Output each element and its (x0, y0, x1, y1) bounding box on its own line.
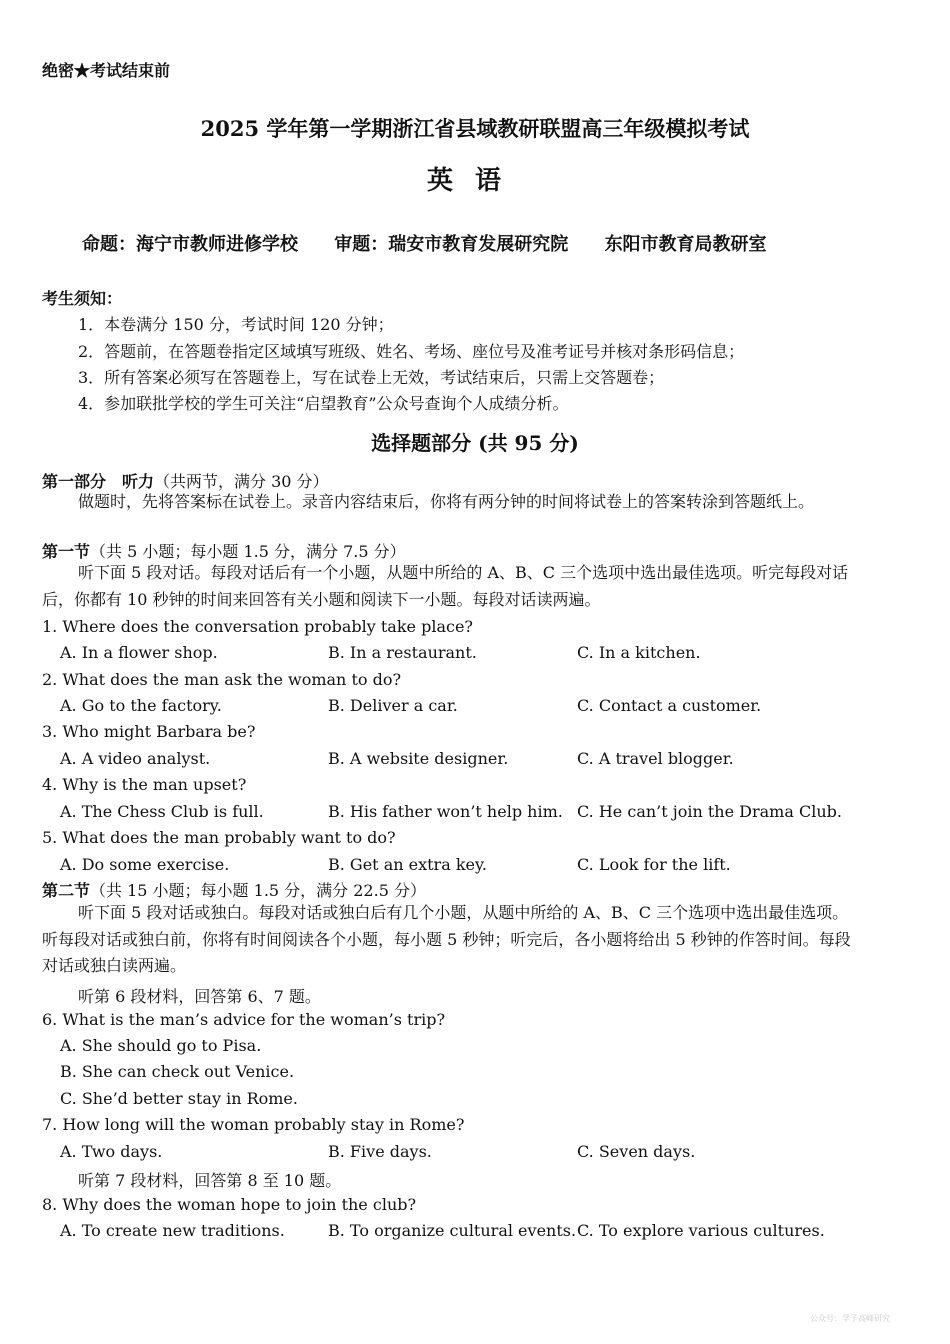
q3-option-b: B. A website designer. (328, 749, 509, 768)
q5-option-a: A. Do some exercise. (60, 855, 230, 874)
question-5: 5. What does the man probably want to do? (42, 828, 396, 847)
q2-option-a: A. Go to the factory. (60, 696, 222, 715)
sec2-instructions: 听下面 5 段对话或独白。每段对话或独白后有几个小题，从题中所给的 A、B、C 三个选项中选出最佳选项。听每段对话或独白前，你将有时间阅读各个小题，每小题 5 秒钟；听完后，各小题将给出 5 秒钟的作答时间。每段对话或独白读两遍。 (42, 903, 851, 975)
credit-author: 命题：海宁市教师进修学校 (82, 234, 298, 255)
q8-option-b: B. To organize cultural events. (328, 1221, 577, 1240)
question-8: 8. Why does the woman hope to join the club? (42, 1195, 417, 1214)
q7-option-a: A. Two days. (60, 1142, 163, 1161)
exam-title: 2025 学年第一学期浙江省县域教研联盟高三年级模拟考试 (200, 116, 750, 141)
sec1-note: （共 5 小题；每小题 1.5 分，满分 7.5 分） (90, 542, 406, 561)
q2-option-c: C. Contact a customer. (577, 696, 762, 715)
q4-option-c: C. He can’t join the Drama Club. (577, 802, 842, 821)
part1-label: 第一部分 听力 (42, 472, 155, 491)
credit-reviewer-2: 东阳市教育局教研室 (604, 234, 767, 255)
section-title: 选择题部分 (共 95 分) (371, 431, 579, 455)
credits-line (82, 230, 797, 256)
q5-option-b: B. Get an extra key. (328, 855, 487, 874)
sec2-label: 第二节 (42, 881, 91, 900)
notice-heading: 考生须知： (42, 289, 123, 308)
q1-option-c: C. In a kitchen. (577, 643, 701, 662)
credit-reviewer-1: 审题：瑞安市教育发展研究院 (334, 234, 569, 255)
q3-option-c: C. A travel blogger. (577, 749, 734, 768)
question-4: 4. Why is the man upset? (42, 775, 247, 794)
sec1-heading (42, 539, 406, 562)
question-2: 2. What does the man ask the woman to do? (42, 670, 402, 689)
notice-item: 1．本卷满分 150 分，考试时间 120 分钟； (78, 315, 394, 334)
q7-option-c: C. Seven days. (577, 1142, 696, 1161)
material-6-note: 听第 6 段材料，回答第 6、7 题。 (78, 987, 321, 1006)
q7-option-b: B. Five days. (328, 1142, 432, 1161)
confidential-label: 绝密★考试结束前 (42, 61, 171, 80)
q3-option-a: A. A video analyst. (60, 749, 211, 768)
question-6: 6. What is the man’s advice for the woman’s trip? (42, 1010, 446, 1029)
q6-option-c: C. She’d better stay in Rome. (60, 1089, 298, 1108)
notice-item: 3．所有答案必须写在答题卷上，写在试卷上无效，考试结束后，只需上交答题卷； (78, 368, 665, 387)
watermark: 公众号：学子高峰研究 (810, 1314, 890, 1323)
q8-option-c: C. To explore various cultures. (577, 1221, 825, 1240)
q5-option-c: C. Look for the lift. (577, 855, 731, 874)
material-7-note: 听第 7 段材料，回答第 8 至 10 题。 (78, 1171, 342, 1190)
question-7: 7. How long will the woman probably stay in Rome? (42, 1115, 465, 1134)
subject-title: 英语 (426, 166, 523, 196)
q6-option-b: B. She can check out Venice. (60, 1062, 295, 1081)
sec2-heading (42, 878, 426, 901)
part1-note: （共两节，满分 30 分） (154, 472, 329, 491)
part1-instructions: 做题时，先将答案标在试卷上。录音内容结束后，你将有两分钟的时间将试卷上的答案转涂到答题纸上。 (78, 492, 815, 511)
q8-option-a: A. To create new traditions. (60, 1221, 285, 1240)
q1-option-a: A. In a flower shop. (60, 643, 218, 662)
notice-item: 2．答题前，在答题卷指定区域填写班级、姓名、考场、座位号及准考证号并核对条形码信息； (78, 342, 745, 361)
q1-option-b: B. In a restaurant. (328, 643, 477, 662)
question-1: 1. Where does the conversation probably take place? (42, 617, 473, 636)
question-3: 3. Who might Barbara be? (42, 722, 256, 741)
sec1-label: 第一节 (42, 542, 91, 561)
notice-item: 4．参加联批学校的学生可关注“启望教育”公众号查询个人成绩分析。 (78, 394, 569, 413)
sec2-note: （共 15 小题；每小题 1.5 分，满分 22.5 分） (90, 881, 426, 900)
q2-option-b: B. Deliver a car. (328, 696, 458, 715)
q6-option-a: A. She should go to Pisa. (60, 1036, 262, 1055)
sec1-instructions: 听下面 5 段对话。每段对话后有一个小题，从题中所给的 A、B、C 三个选项中选出最佳选项。听完每段对话后，你都有 10 秒钟的时间来回答有关小题和阅读下一小题。每段对话读两遍。 (42, 563, 849, 609)
q4-option-a: A. The Chess Club is full. (60, 802, 264, 821)
q4-option-b: B. His father won’t help him. (328, 802, 563, 821)
